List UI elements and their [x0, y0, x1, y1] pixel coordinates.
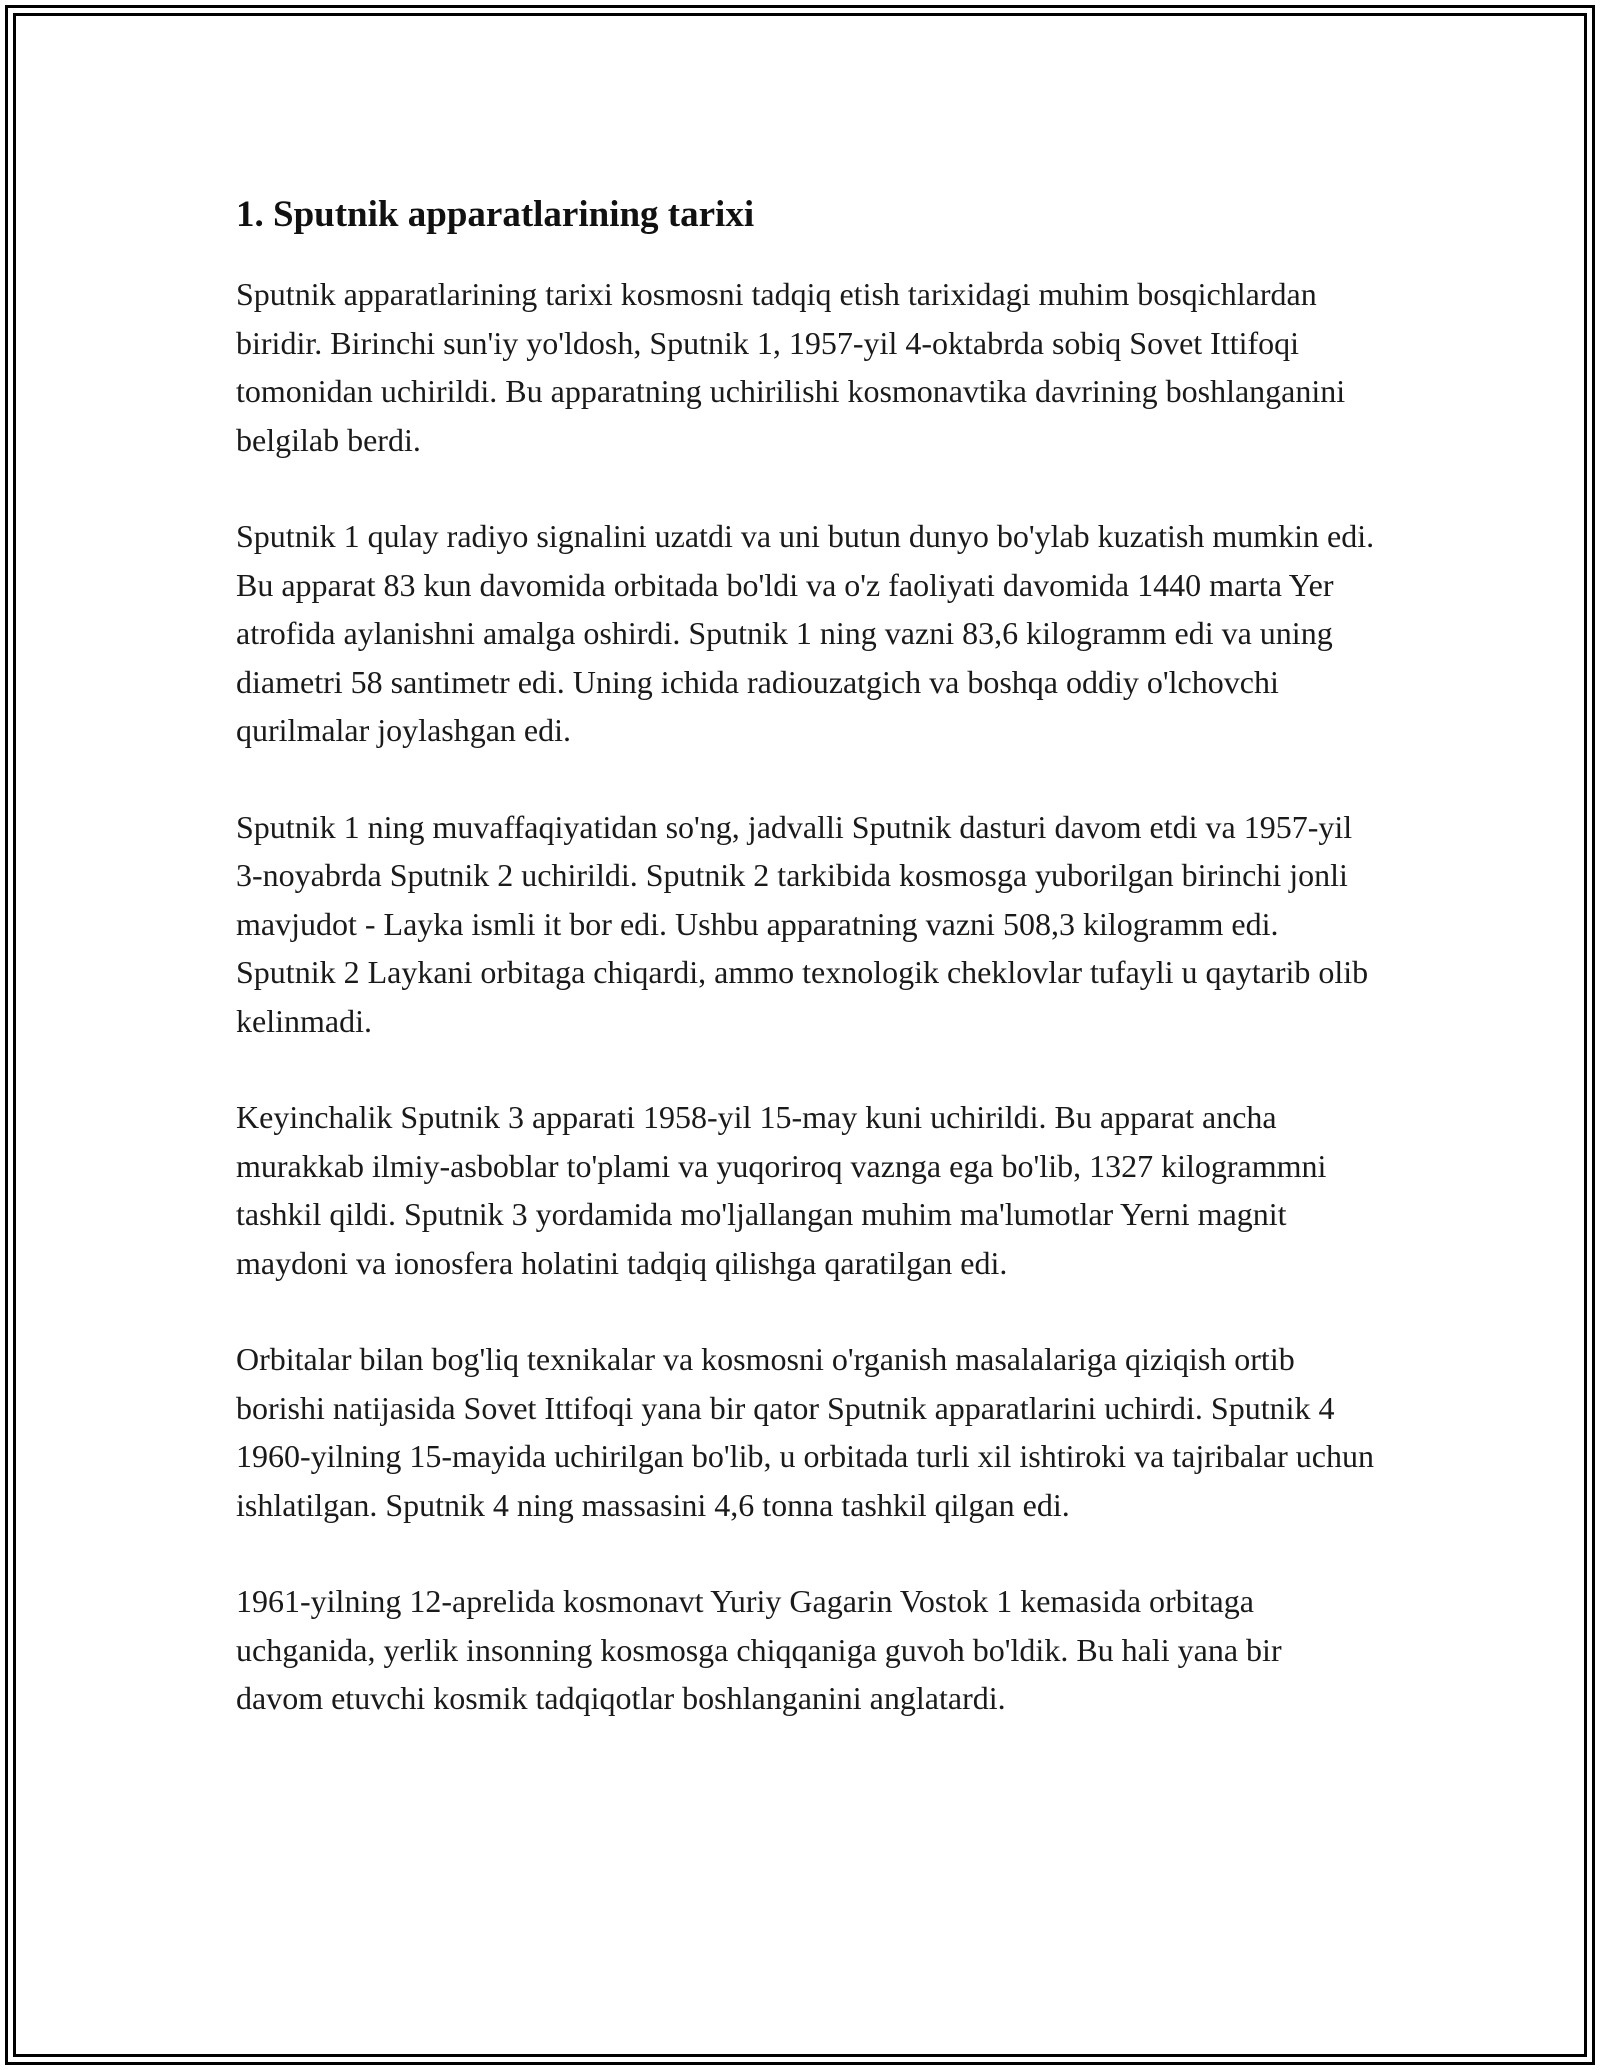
paragraph-1: Sputnik apparatlarining tarixi kosmosni tadqiq etish tarixidagi muhim bosqichlardan biridir. Birinchi sun'iy yo'ldosh, Sputnik 1, 1957-yil 4-oktabrda sobiq Sovet Ittifoqi tomonidan uchirildi. Bu apparatning uchirilishi kosmonavtika davrining boshlanganini belgilab berdi.	[236, 276, 1346, 458]
paragraph-3: Sputnik 1 ning muvaffaqiyatidan so'ng, jadvalli Sputnik dasturi davom etdi va 1957-yil 3-noyabrda Sputnik 2 uchirildi. Sputnik 2 tarkibida kosmosga yuborilgan birinchi jonli mavjudot - Layka ismli it bor edi. Ushbu apparatning vazni 508,3 kilogramm edi. Sputnik 2 Laykani orbitaga chiqardi, ammo texnologik cheklovlar tufayli u qaytarib olib kelinmadi.	[236, 808, 1369, 1039]
section-title: 1. Sputnik apparatlarining tarixi	[236, 194, 755, 235]
paragraph-6: 1961-yilning 12-aprelida kosmonavt Yuriy Gagarin Vostok 1 kemasida orbitaga uchganida, yerlik insonning kosmosga chiqqaniga guvoh bo'ldik. Bu hali yana bir davom etuvchi kosmik tadqiqotlar boshlanganini anglatardi.	[236, 1583, 1282, 1716]
paragraph-4: Keyinchalik Sputnik 3 apparati 1958-yil 15-may kuni uchirildi. Bu apparat ancha murakkab ilmiy-asboblar to'plami va yuqoriroq vaznga ega bo'lib, 1327 kilogrammni tashkil qildi. Sputnik 3 yordamida mo'ljallangan muhim ma'lumotlar Yerni magnit maydoni va ionosfera holatini tadqiq qilishga qaratilgan edi.	[236, 1099, 1327, 1281]
paragraph-5: Orbitalar bilan bog'liq texnikalar va kosmosni o'rganish masalalariga qiziqish ortib borishi natijasida Sovet Ittifoqi yana bir qator Sputnik apparatlarini uchirdi. Sputnik 4 1960-yilning 15-mayida uchirilgan bo'lib, u orbitada turli xil ishtiroki va tajribalar uchun ishlatilgan. Sputnik 4 ning massasini 4,6 tonna tashkil qilgan edi.	[236, 1341, 1374, 1523]
paragraph-2: Sputnik 1 qulay radiyo signalini uzatdi va uni butun dunyo bo'ylab kuzatish mumkin edi. Bu apparat 83 kun davomida orbitada bo'ldi va o'z faoliyati davomida 1440 marta Yer atrofida aylanishni amalga oshirdi. Sputnik 1 ning vazni 83,6 kilogramm edi va uning diametri 58 santimetr edi. Uning ichida radiouzatgich va boshqa oddiy o'lchovchi qurilmalar joylashgan edi.	[236, 518, 1375, 748]
document-body	[236, 188, 1376, 1771]
